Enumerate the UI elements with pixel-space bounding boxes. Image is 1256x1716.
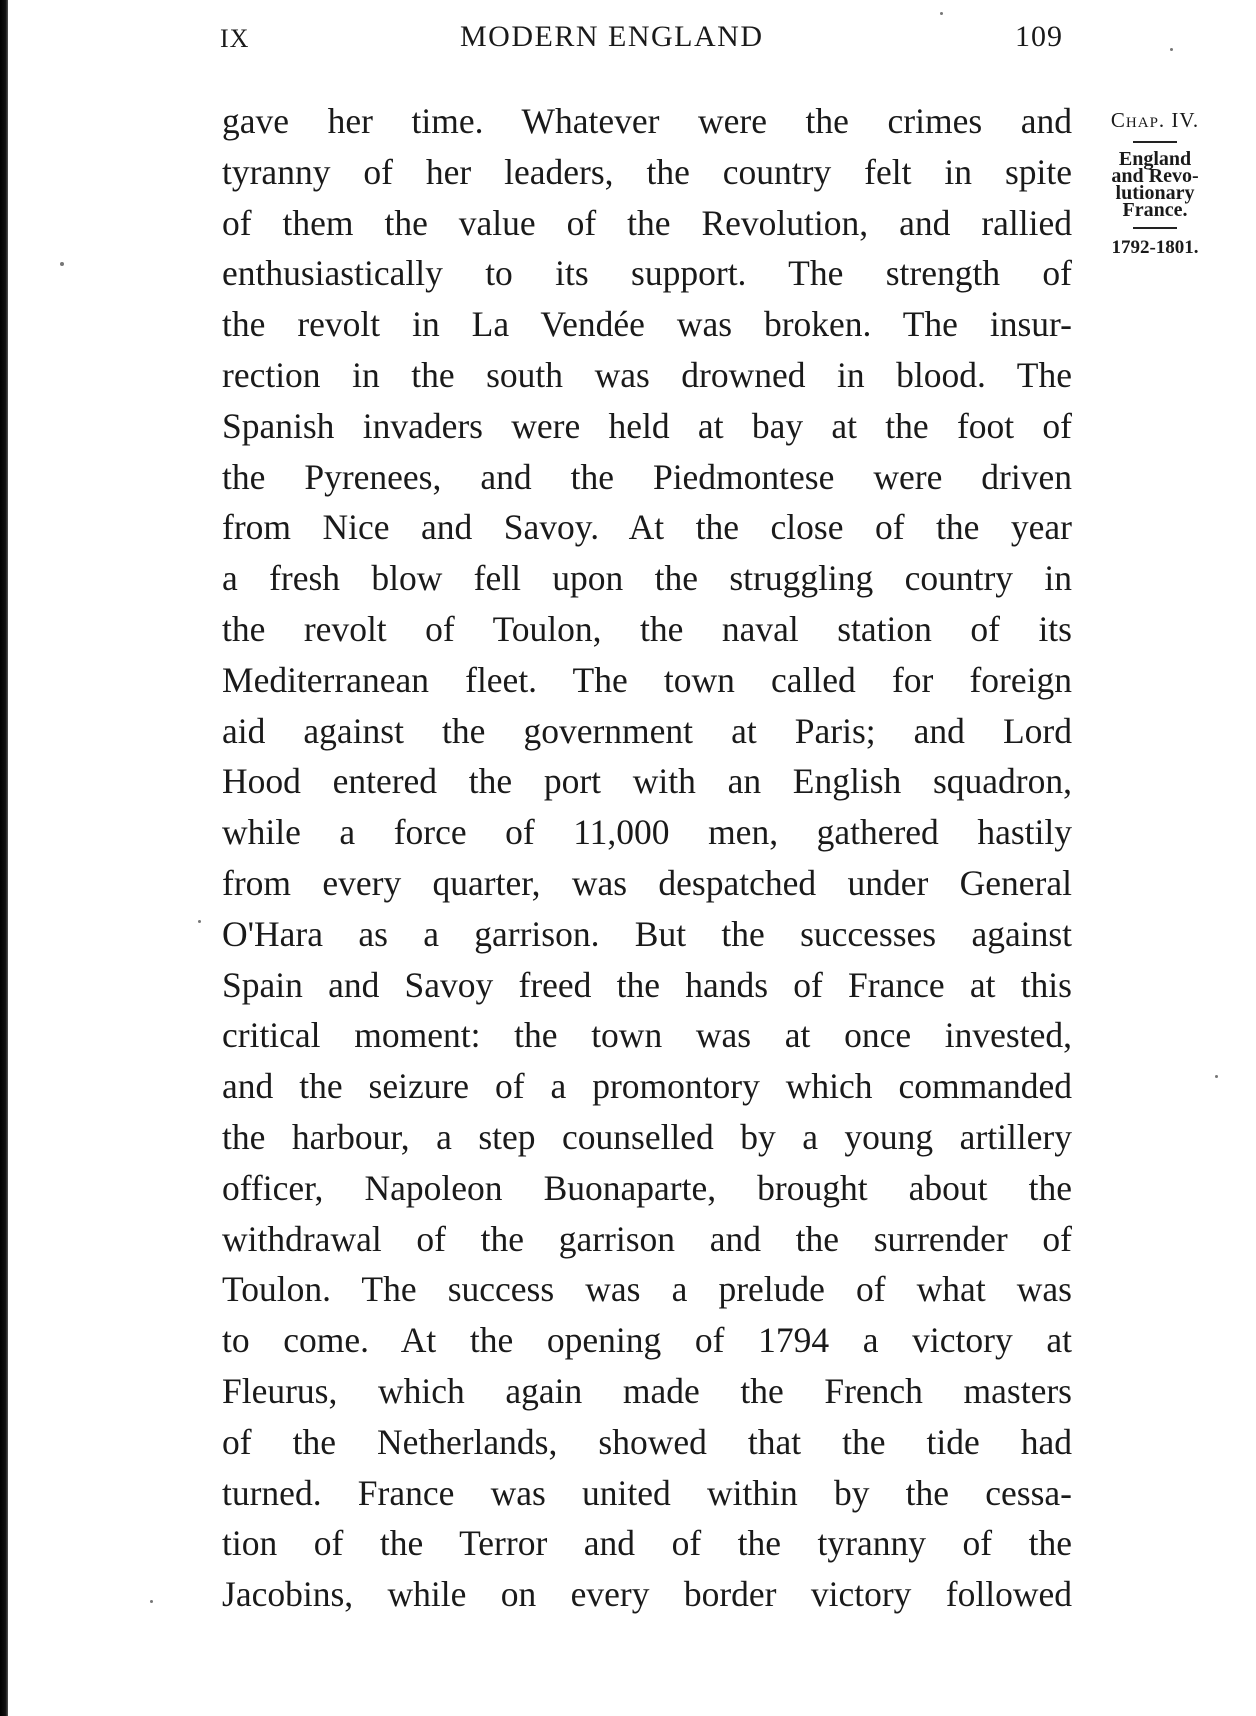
- text-line: O'Hara as a garrison. But the successes against: [222, 913, 1072, 954]
- sidenote-topic-line: lutionary: [1115, 182, 1195, 204]
- text-line: the revolt in La Vendée was broken. The insur-: [222, 304, 1072, 345]
- text-line: a fresh blow fell upon the struggling country in: [222, 558, 1072, 599]
- text-line: critical moment: the town was at once invested,: [222, 1015, 1072, 1056]
- scan-speck: [150, 1600, 153, 1603]
- text-line: rection in the south was drowned in blood. The: [222, 354, 1072, 395]
- text-line: withdrawal of the garrison and the surrender of: [222, 1218, 1072, 1259]
- margin-sidenote: [1090, 108, 1220, 259]
- scan-speck: [1170, 48, 1173, 51]
- text-line: turned. France was united within by the cessa-: [222, 1472, 1072, 1513]
- sidenote-topic: [1090, 148, 1220, 221]
- text-line: tyranny of her leaders, the country felt in spite: [222, 151, 1072, 192]
- scan-speck: [940, 12, 943, 15]
- text-line: and the seizure of a promontory which commanded: [222, 1066, 1072, 1107]
- sidenote-topic-line: England: [1118, 148, 1192, 170]
- scan-speck: [60, 262, 64, 266]
- text-line: Jacobins, while on every border victory followed: [222, 1574, 1072, 1615]
- text-line: Mediterranean fleet. The town called for foreign: [222, 659, 1072, 700]
- text-line: Hood entered the port with an English squadron,: [222, 761, 1072, 802]
- text-line: the harbour, a step counselled by a young artillery: [222, 1116, 1072, 1157]
- page-number: 109: [1015, 20, 1063, 53]
- text-line: to come. At the opening of 1794 a victory at: [222, 1320, 1072, 1361]
- scan-speck: [1215, 1075, 1218, 1078]
- text-line: tion of the Terror and of the tyranny of the: [222, 1523, 1072, 1564]
- text-line: from Nice and Savoy. At the close of the year: [222, 507, 1072, 548]
- text-line: gave her time. Whatever were the crimes and: [222, 101, 1072, 141]
- text-line: while a force of 11,000 men, gathered hastily: [222, 812, 1072, 853]
- page-binding-edge: [0, 0, 8, 1716]
- text-line: aid against the government at Paris; and Lord: [222, 710, 1072, 751]
- book-title: MODERN ENGLAND: [460, 20, 764, 53]
- text-line: Spanish invaders were held at bay at the foot of: [222, 405, 1072, 446]
- text-line: from every quarter, was despatched under General: [222, 862, 1072, 903]
- text-line: the revolt of Toulon, the naval station of its: [222, 608, 1072, 649]
- sidenote-chapter: Chap. IV.: [1110, 108, 1200, 132]
- text-line: Fleurus, which again made the French masters: [222, 1370, 1072, 1411]
- sidenote-dates: 1792-1801.: [1111, 237, 1199, 258]
- text-line: enthusiastically to its support. The strength of: [222, 253, 1072, 294]
- chapter-numeral: IX: [220, 24, 250, 53]
- text-line: of them the value of the Revolution, and rallied: [222, 202, 1072, 243]
- text-line: the Pyrenees, and the Piedmontese were driven: [222, 456, 1072, 497]
- text-line: Spain and Savoy freed the hands of France at this: [222, 964, 1072, 1005]
- body-text: [222, 96, 1072, 1620]
- sidenote-topic-line: France.: [1122, 199, 1188, 221]
- sidenote-rule: [1133, 141, 1177, 143]
- text-line: officer, Napoleon Buonaparte, brought about the: [222, 1167, 1072, 1208]
- text-line: of the Netherlands, showed that the tide had: [222, 1421, 1072, 1462]
- text-line: Toulon. The success was a prelude of what was: [222, 1269, 1072, 1310]
- sidenote-topic-line: and Revo-: [1111, 165, 1199, 187]
- running-header: [220, 20, 1070, 60]
- scan-speck: [198, 920, 201, 923]
- sidenote-rule: [1133, 227, 1177, 229]
